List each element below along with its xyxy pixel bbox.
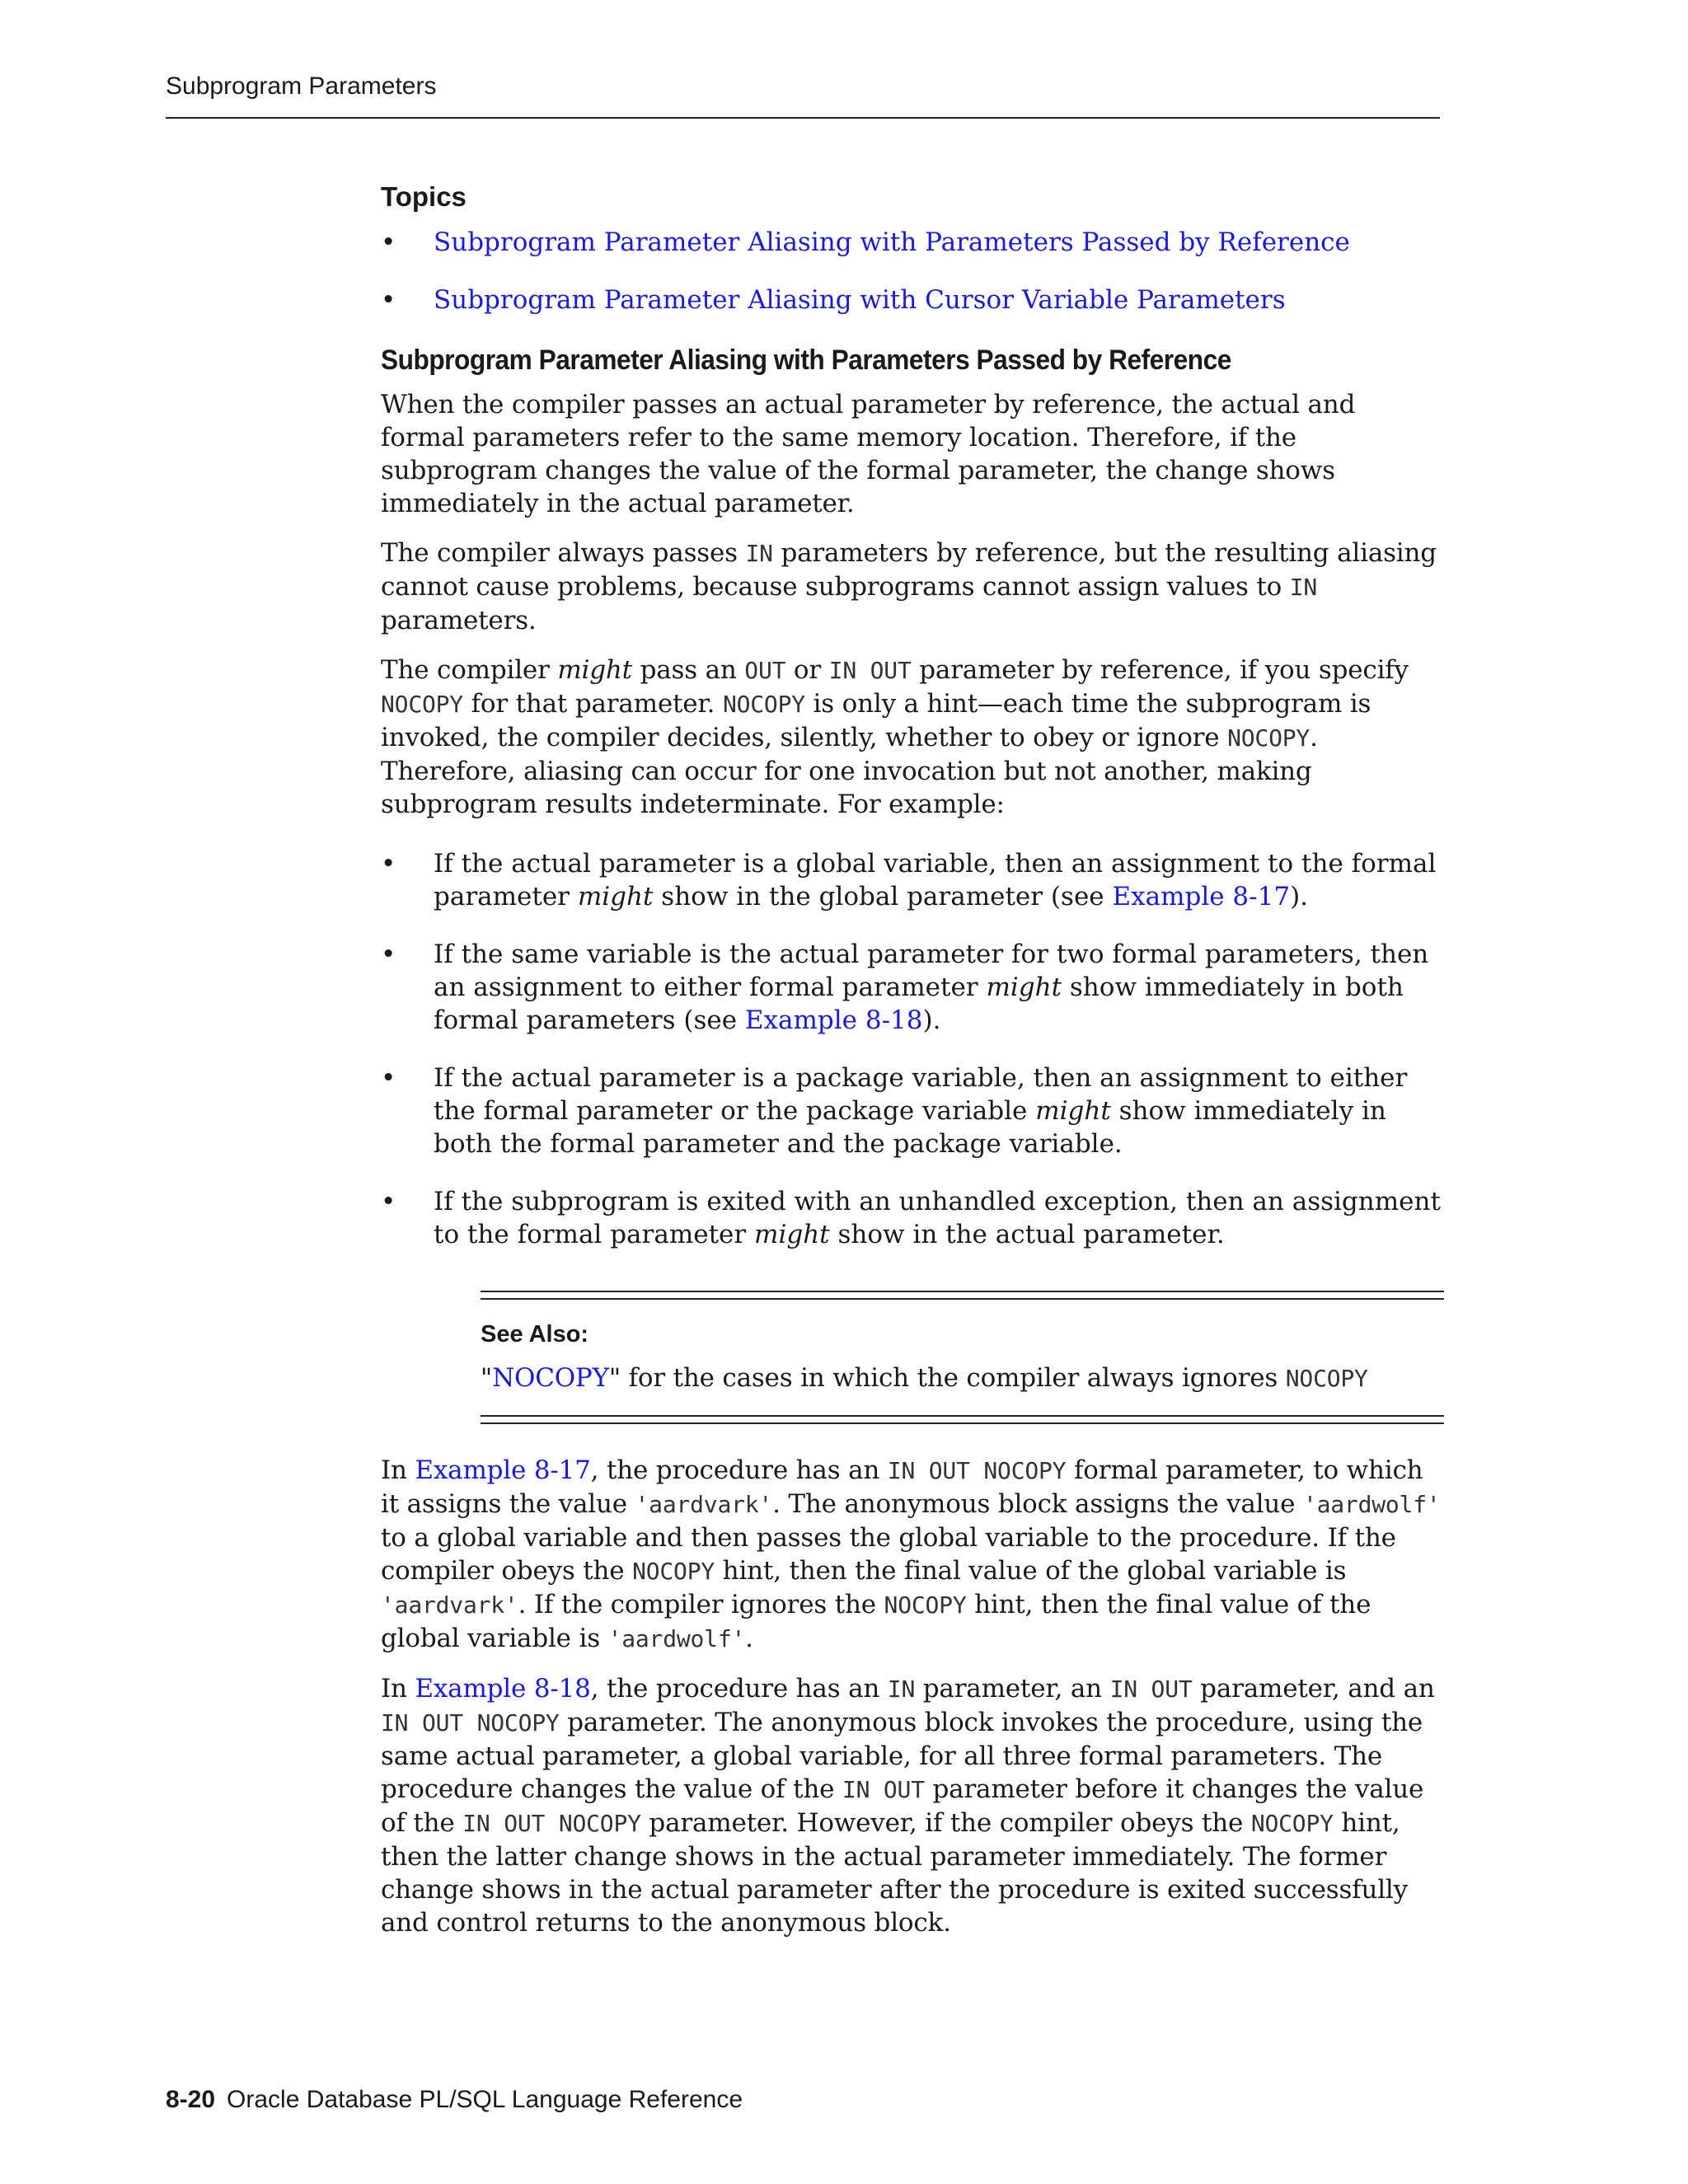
topics-heading: Topics	[381, 181, 467, 212]
page-number: 8-20	[166, 2086, 216, 2113]
page-footer	[166, 2086, 743, 2114]
example-8-18-link[interactable]: Example 8-18	[744, 1005, 923, 1035]
example-8-17-link[interactable]: Example 8-17	[415, 1455, 591, 1485]
topic-link-passed-by-reference[interactable]: Subprogram Parameter Aliasing with Parameters Passed by Reference	[434, 227, 1350, 257]
book-title: Oracle Database PL/SQL Language Reference	[227, 2086, 743, 2113]
paragraph-1: When the compiler passes an actual parameter by reference, the actual and formal parameters refer to the same memory location. Therefore, if the subprogram changes the value of the formal parameter, the change shows immediately in the actual parameter.	[381, 390, 1356, 518]
list-item: • If the subprogram is exited with an unhandled exception, then an assignment to the formal parameter might show in the actual parameter.	[381, 1185, 1444, 1251]
paragraph-2: The compiler always passes IN parameters by reference, but the resulting aliasing cannot cause problems, because subprograms cannot assign values to IN parameters.	[381, 538, 1437, 635]
see-also-top-rule	[481, 1291, 1444, 1300]
topic-item	[381, 284, 1444, 316]
see-also-box	[481, 1291, 1444, 1424]
topic-item	[381, 226, 1444, 259]
topic-link-cursor-variable[interactable]: Subprogram Parameter Aliasing with Cursor Variable Parameters	[434, 285, 1286, 315]
see-also-title: See Also:	[481, 1321, 589, 1347]
aliasing-conditions-list	[381, 847, 1444, 1251]
header-rule	[166, 117, 1440, 119]
list-item: • If the actual parameter is a global variable, then an assignment to the formal parameter might show in the global parameter (see Example 8-17).	[381, 847, 1444, 913]
running-header: Subprogram Parameters	[166, 73, 437, 100]
example-8-17-link[interactable]: Example 8-17	[1112, 882, 1291, 912]
nocopy-link[interactable]: NOCOPY	[492, 1363, 609, 1393]
see-also-text: "NOCOPY" for the cases in which the compiler always ignores NOCOPY	[481, 1363, 1368, 1393]
list-item: • If the same variable is the actual parameter for two formal parameters, then an assignment to either formal parameter might show immediately in both formal parameters (see Example 8-18).	[381, 938, 1444, 1037]
example-8-18-link[interactable]: Example 8-18	[415, 1674, 591, 1704]
page-content	[381, 181, 1444, 1956]
see-also-bottom-rule	[481, 1415, 1444, 1424]
paragraph-5: In Example 8-18, the procedure has an IN parameter, an IN OUT parameter, and an IN OUT NOCOPY parameter. The anonymous block invokes the procedure, using the same actual parameter, a global variable, for all three formal parameters. The procedure changes the value of the IN OUT parameter before it changes the value of the IN OUT NOCOPY parameter. However, if the compiler obeys the NOCOPY hint, then the latter change shows in the actual parameter immediately. The former change shows in the actual parameter after the procedure is exited successfully and control returns to the anonymous block.	[381, 1674, 1435, 1938]
paragraph-4: In Example 8-17, the procedure has an IN OUT NOCOPY formal parameter, to which it assigns the value 'aardvark'. The anonymous block assigns the value 'aardwolf' to a global variable and then passes the global variable to the procedure. If the compiler obeys the NOCOPY hint, then the final value of the global variable is 'aardvark'. If the compiler ignores the NOCOPY hint, then the final value of the global variable is 'aardwolf'.	[381, 1455, 1441, 1653]
topics-list	[381, 226, 1444, 316]
list-item: • If the actual parameter is a package variable, then an assignment to either the formal parameter or the package variable might show immediately in both the formal parameter and the package variable.	[381, 1062, 1444, 1160]
section-title: Subprogram Parameter Aliasing with Parameters Passed by Reference	[381, 344, 1231, 376]
paragraph-3: The compiler might pass an OUT or IN OUT parameter by reference, if you specify NOCOPY for that parameter. NOCOPY is only a hint—each time the subprogram is invoked, the compiler decides, silently, whether to obey or ignore NOCOPY. Therefore, aliasing can occur for one invocation but not another, making subprogram results indeterminate. For example:	[381, 655, 1409, 819]
